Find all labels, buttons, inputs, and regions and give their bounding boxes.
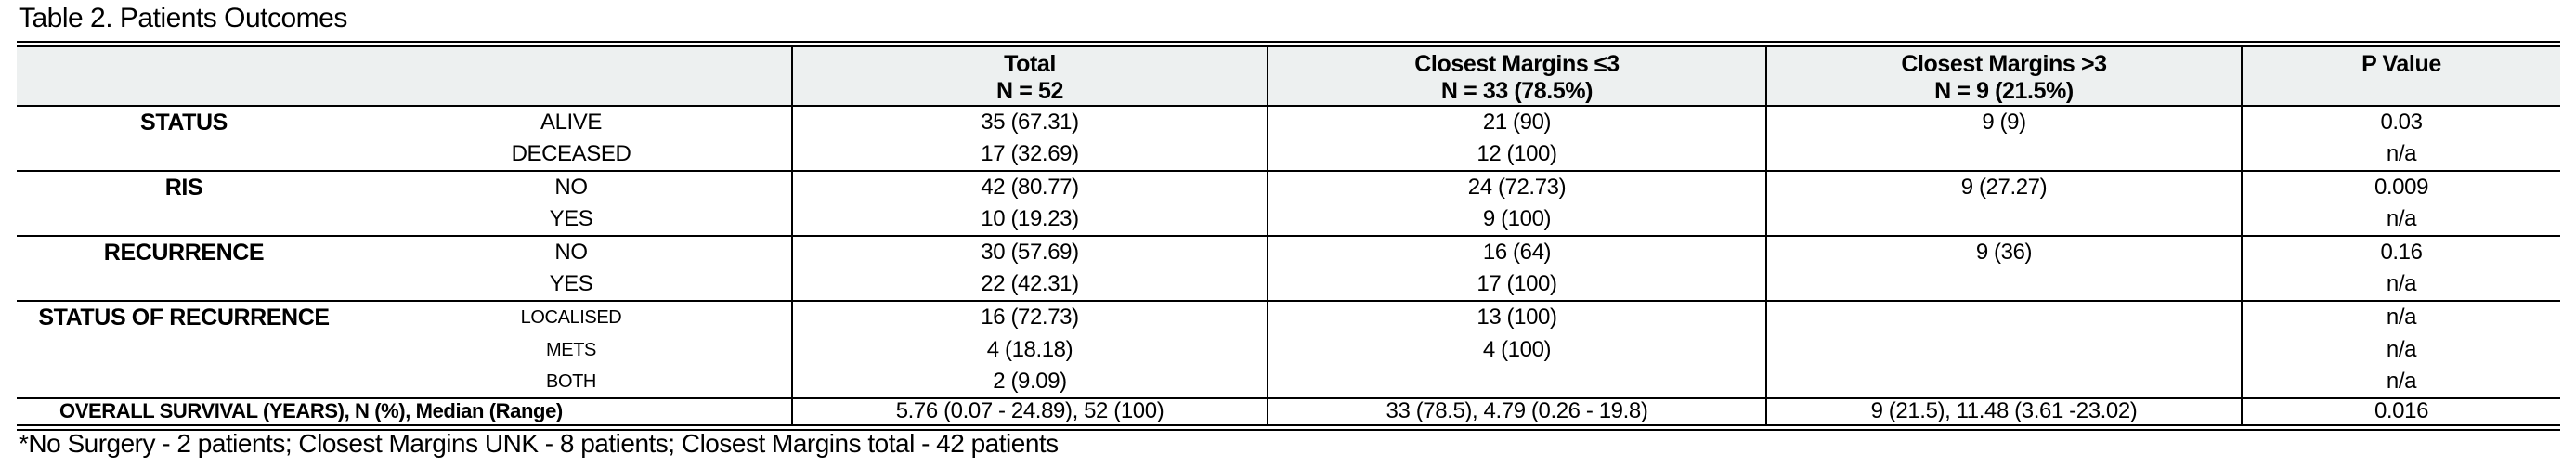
value-cell: 9 (21.5), 11.48 (3.61 -23.02) xyxy=(1766,398,2242,427)
sub-label-cell: BOTH xyxy=(546,371,596,392)
value-cell: 35 (67.31) xyxy=(792,106,1268,138)
table-row xyxy=(17,171,2560,203)
group-label-cell xyxy=(17,268,351,301)
value-cell: 42 (80.77) xyxy=(792,171,1268,203)
value-cell: 10 (19.23) xyxy=(792,203,1268,236)
pvalue-cell: n/a xyxy=(2242,333,2560,366)
sub-label-cell: ALIVE xyxy=(351,106,792,138)
header-total-line2: N = 52 xyxy=(996,78,1063,104)
summary-label-cell: OVERALL SURVIVAL (YEARS), N (%), Median (Range) xyxy=(17,398,792,427)
pvalue-cell: 0.016 xyxy=(2242,398,2560,427)
table-title: Table 2. Patients Outcomes xyxy=(19,3,347,33)
value-cell: 4 (100) xyxy=(1268,333,1766,366)
value-cell: 5.76 (0.07 - 24.89), 52 (100) xyxy=(792,398,1268,427)
value-cell xyxy=(1766,301,2242,333)
table-row xyxy=(17,106,2560,138)
value-cell xyxy=(1766,268,2242,301)
sub-label-cell: NO xyxy=(351,171,792,203)
table-row xyxy=(17,268,2560,301)
header-margins-le3-cell xyxy=(1268,45,1766,107)
value-cell: 22 (42.31) xyxy=(792,268,1268,301)
group-label-cell: RECURRENCE xyxy=(17,236,351,268)
value-cell xyxy=(1766,203,2242,236)
table-row xyxy=(17,138,2560,171)
sub-label-cell: NO xyxy=(351,236,792,268)
value-cell: 17 (100) xyxy=(1268,268,1766,301)
group-label-cell xyxy=(17,138,351,171)
table-row xyxy=(17,366,2560,398)
group-label-cell xyxy=(17,366,351,398)
table-row xyxy=(17,333,2560,366)
value-cell: 9 (9) xyxy=(1766,106,2242,138)
value-cell: 9 (27.27) xyxy=(1766,171,2242,203)
group-label-cell: RIS xyxy=(17,171,351,203)
pvalue-cell: n/a xyxy=(2242,366,2560,398)
value-cell: 24 (72.73) xyxy=(1268,171,1766,203)
table-footnote: *No Surgery - 2 patients; Closest Margins UNK - 8 patients; Closest Margins total - 42 patients xyxy=(19,429,1059,458)
header-margins-gt3-line2: N = 9 (21.5%) xyxy=(1934,78,2074,104)
value-cell: 16 (64) xyxy=(1268,236,1766,268)
sub-label-cell: DECEASED xyxy=(511,141,631,166)
table-row xyxy=(17,236,2560,268)
group-label-cell: STATUS xyxy=(17,106,351,138)
summary-row xyxy=(17,398,2560,427)
sub-label-cell: YES xyxy=(549,271,593,296)
value-cell xyxy=(1766,333,2242,366)
value-cell: 17 (32.69) xyxy=(792,138,1268,171)
sub-label-cell: LOCALISED xyxy=(351,301,792,333)
value-cell: 30 (57.69) xyxy=(792,236,1268,268)
header-margins-gt3-cell xyxy=(1766,45,2242,107)
value-cell: 13 (100) xyxy=(1268,301,1766,333)
header-total-cell xyxy=(792,45,1268,107)
pvalue-cell: n/a xyxy=(2242,301,2560,333)
table-row xyxy=(17,301,2560,333)
header-margins-le3-line2: N = 33 (78.5%) xyxy=(1440,78,1594,104)
value-cell xyxy=(1766,366,2242,398)
value-cell: 9 (36) xyxy=(1766,236,2242,268)
value-cell: 2 (9.09) xyxy=(792,366,1268,398)
value-cell: 33 (78.5), 4.79 (0.26 - 19.8) xyxy=(1268,398,1766,427)
pvalue-cell: 0.03 xyxy=(2242,106,2560,138)
pvalue-cell: 0.16 xyxy=(2242,236,2560,268)
group-label-cell xyxy=(17,203,351,236)
header-total-line1: Total xyxy=(1004,51,1056,77)
value-cell xyxy=(1268,366,1766,398)
header-stub-cell xyxy=(17,45,792,107)
value-cell xyxy=(1766,138,2242,171)
value-cell: 12 (100) xyxy=(1268,138,1766,171)
group-label-cell xyxy=(17,333,351,366)
table-row xyxy=(17,203,2560,236)
value-cell: 9 (100) xyxy=(1268,203,1766,236)
sub-label-cell: YES xyxy=(549,206,593,231)
value-cell: 21 (90) xyxy=(1268,106,1766,138)
value-cell: 16 (72.73) xyxy=(792,301,1268,333)
pvalue-cell: n/a xyxy=(2242,203,2560,236)
pvalue-cell: n/a xyxy=(2242,138,2560,171)
pvalue-cell: 0.009 xyxy=(2242,171,2560,203)
sub-label-cell: METS xyxy=(546,339,596,360)
patients-outcomes-table xyxy=(17,41,2560,431)
header-margins-gt3-line1: Closest Margins >3 xyxy=(1901,51,2107,77)
pvalue-cell: n/a xyxy=(2242,268,2560,301)
header-pvalue-cell: P Value xyxy=(2242,45,2560,107)
group-label-cell: STATUS OF RECURRENCE xyxy=(17,301,351,333)
value-cell: 4 (18.18) xyxy=(792,333,1268,366)
header-row xyxy=(17,45,2560,107)
header-margins-le3-line1: Closest Margins ≤3 xyxy=(1414,51,1620,77)
